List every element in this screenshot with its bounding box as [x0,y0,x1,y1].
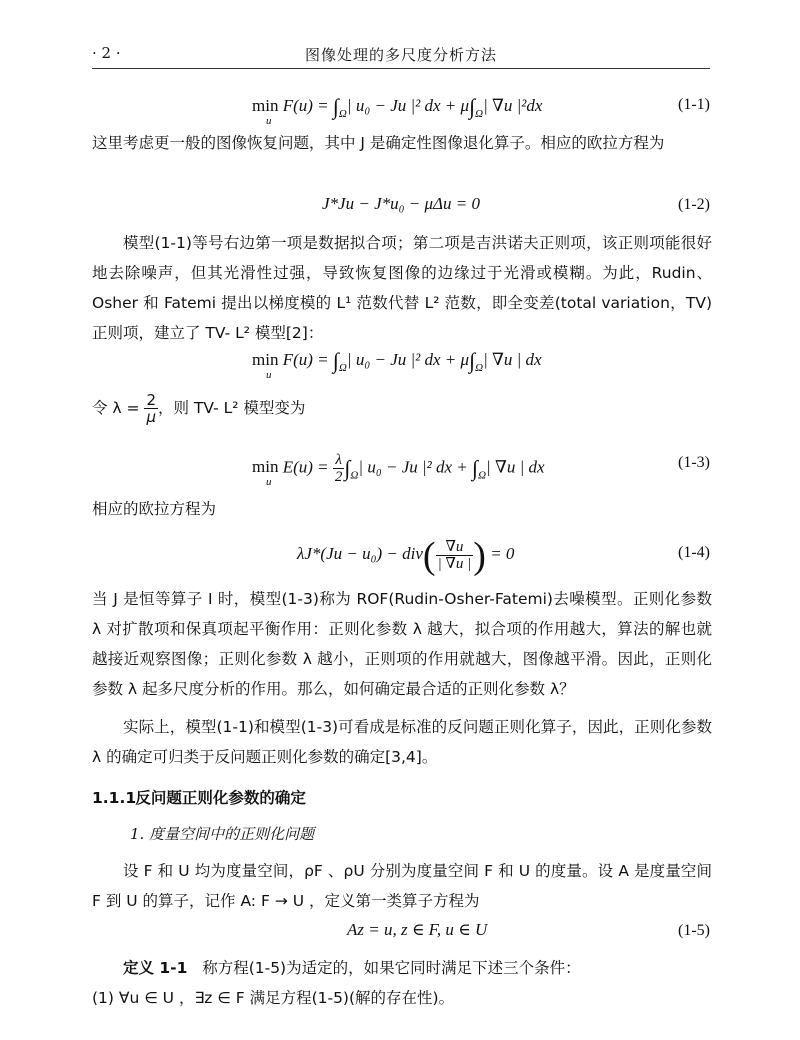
condition-1: (1) ∀u ∈ U ，∃z ∈ F 满足方程(1-5)(解的存在性)。 [92,989,455,1007]
equation-1-3: min u E(u) = $\frac{\lambda}{2}$ $\int_\Omega|$ u₀ − Ju |² dx + $\int_\Omega|$ ∇u | dx (1-3) [252,452,710,489]
lambda-half-fraction [333,452,345,485]
equation-term: F(u) = [282,96,333,115]
equation-term: | ∇u | dx [483,350,542,369]
page-number: · 2 · [92,44,121,62]
integral-domain: Ω [350,469,359,482]
fraction-numerator: λ [333,452,345,469]
integral-domain: Ω [475,108,484,120]
lambda-def-text: ，则 TV- L² 模型变为 [158,399,306,417]
fraction-denominator: 2 [334,469,343,485]
equation-body: Az = u, z ∈ F, u ∈ U [347,920,488,939]
integral-domain: Ω [338,362,347,374]
equation-1-2 [92,190,710,224]
equation-1-4: λJ*(Ju − u₀) − div( $\frac{\nabla u}{| \nabla u |}$ ) = 0 (1-4) [297,535,710,577]
paragraph-metric-space: 设 F 和 U 均为度量空间，ρF 、ρU 分别为度量空间 F 和 U 的度量。设 A 是度量空间 F 到 U 的算子，记作 A: F → U ，定义第一类算子方程为 [92,862,712,910]
integral-domain: Ω [478,469,487,482]
equation-term: = 0 [490,544,515,563]
fraction-denominator: μ [146,408,156,426]
paragraph-rof: 当 J 是恒等算子 I 时，模型(1-3)称为 ROF(Rudin-Osher-Fatemi)去噪模型。正则化参数 λ 对扩散项和保真项起平衡作用：正则化参数 λ 越大，拟合项的作用越大，算法的解也就越接近观察图像；正则化参数 λ 越小，正则项的作用就越大，图像越平滑。因此，正则化参数 λ 起多尺度分析的作用。那么，如何确定最合适的正则化参数 λ？ [92,590,712,698]
definition-label: 定义 1-1 [123,959,188,977]
equation-body: J*Ju − J*u₀ − μΔu = 0 [322,194,480,213]
equation-number: (1-3) [678,454,710,471]
equation-1-1: min u $F(u) = \int_\Omega|$ u₀ − Ju |² dx + $\mu\int_\Omega|$ ∇u |²dx (1-1) [252,94,710,127]
paragraph-tv-model: 模型(1-1)等号右边第一项是数据拟合项；第二项是吉洪诺夫正则项，该正则项能很好地去除噪声，但其光滑性过强，导致恢复图像的边缘过于光滑或模糊。为此，Rudin、Osher 和 Fatemi 提出以梯度模的 L¹ 范数代替 L² 范数，即全变差(total variation，TV)正则项，建立了 TV- L² 模型[2]： [92,234,712,342]
min-subscript: u [266,115,272,127]
equation-number: (1-2) [678,196,710,213]
definition-text: 称方程(1-5)为适定的，如果它同时满足下述三个条件： [202,959,581,977]
equation-term: | ∇u | dx [486,457,545,477]
min-operator: min [252,96,279,115]
integral-domain: Ω [475,362,484,374]
equation-term: | ∇u |²dx [483,96,543,115]
equation-number: (1-1) [678,96,710,113]
paragraph-intro: 这里考虑更一般的图像恢复问题，其中 J 是确定性图像退化算子。相应的欧拉方程为 [92,134,665,152]
lambda-fraction [144,392,158,425]
equation-term: F(u) = [282,350,333,369]
section-heading [92,786,306,808]
lambda-def-text: 令 λ = [92,399,145,417]
equation-term: λJ*(Ju − u₀) − div [297,544,423,563]
running-header [92,42,710,69]
min-operator: min [252,350,279,369]
paragraph-inverse-problem: 实际上，模型(1-1)和模型(1-3)可看成是标准的反问题正则化算子，因此，正则化参数 λ 的确定可归类于反问题正则化参数的确定[3,4]。 [92,718,712,766]
gradient-fraction [436,539,474,572]
min-subscript: u [266,476,272,489]
equation-tv-l2: min u $F(u) = \int_\Omega|$ u₀ − Ju |² dx + $\mu\int_\Omega|$ ∇u | dx [252,348,542,381]
min-operator: min [252,457,279,477]
equation-1-5 [92,916,710,950]
fraction-numerator: ∇u [436,539,474,556]
equation-number: (1-5) [678,922,710,939]
section-number: 1.1.1 [92,789,137,807]
running-title: 图像处理的多尺度分析方法 [304,46,497,64]
min-subscript: u [266,369,272,381]
paragraph-euler: 相应的欧拉方程为 [92,500,217,518]
fraction-numerator: 2 [146,391,156,409]
equation-term: | u₀ − Ju |² dx + [358,457,473,477]
subsection-heading: 1. 度量空间中的正则化问题 [130,825,315,843]
integral-domain: Ω [338,108,347,120]
equation-number: (1-4) [678,544,710,561]
equation-term: | u₀ − Ju |² dx + μ [346,350,470,369]
paragraph-lambda-def [92,392,712,425]
equation-term: E(u) = [282,457,333,477]
fraction-denominator: | ∇u | [437,555,472,572]
section-title: 反问题正则化参数的确定 [135,789,306,807]
equation-term: | u₀ − Ju |² dx + μ [346,96,470,115]
definition-1-1 [92,953,712,983]
